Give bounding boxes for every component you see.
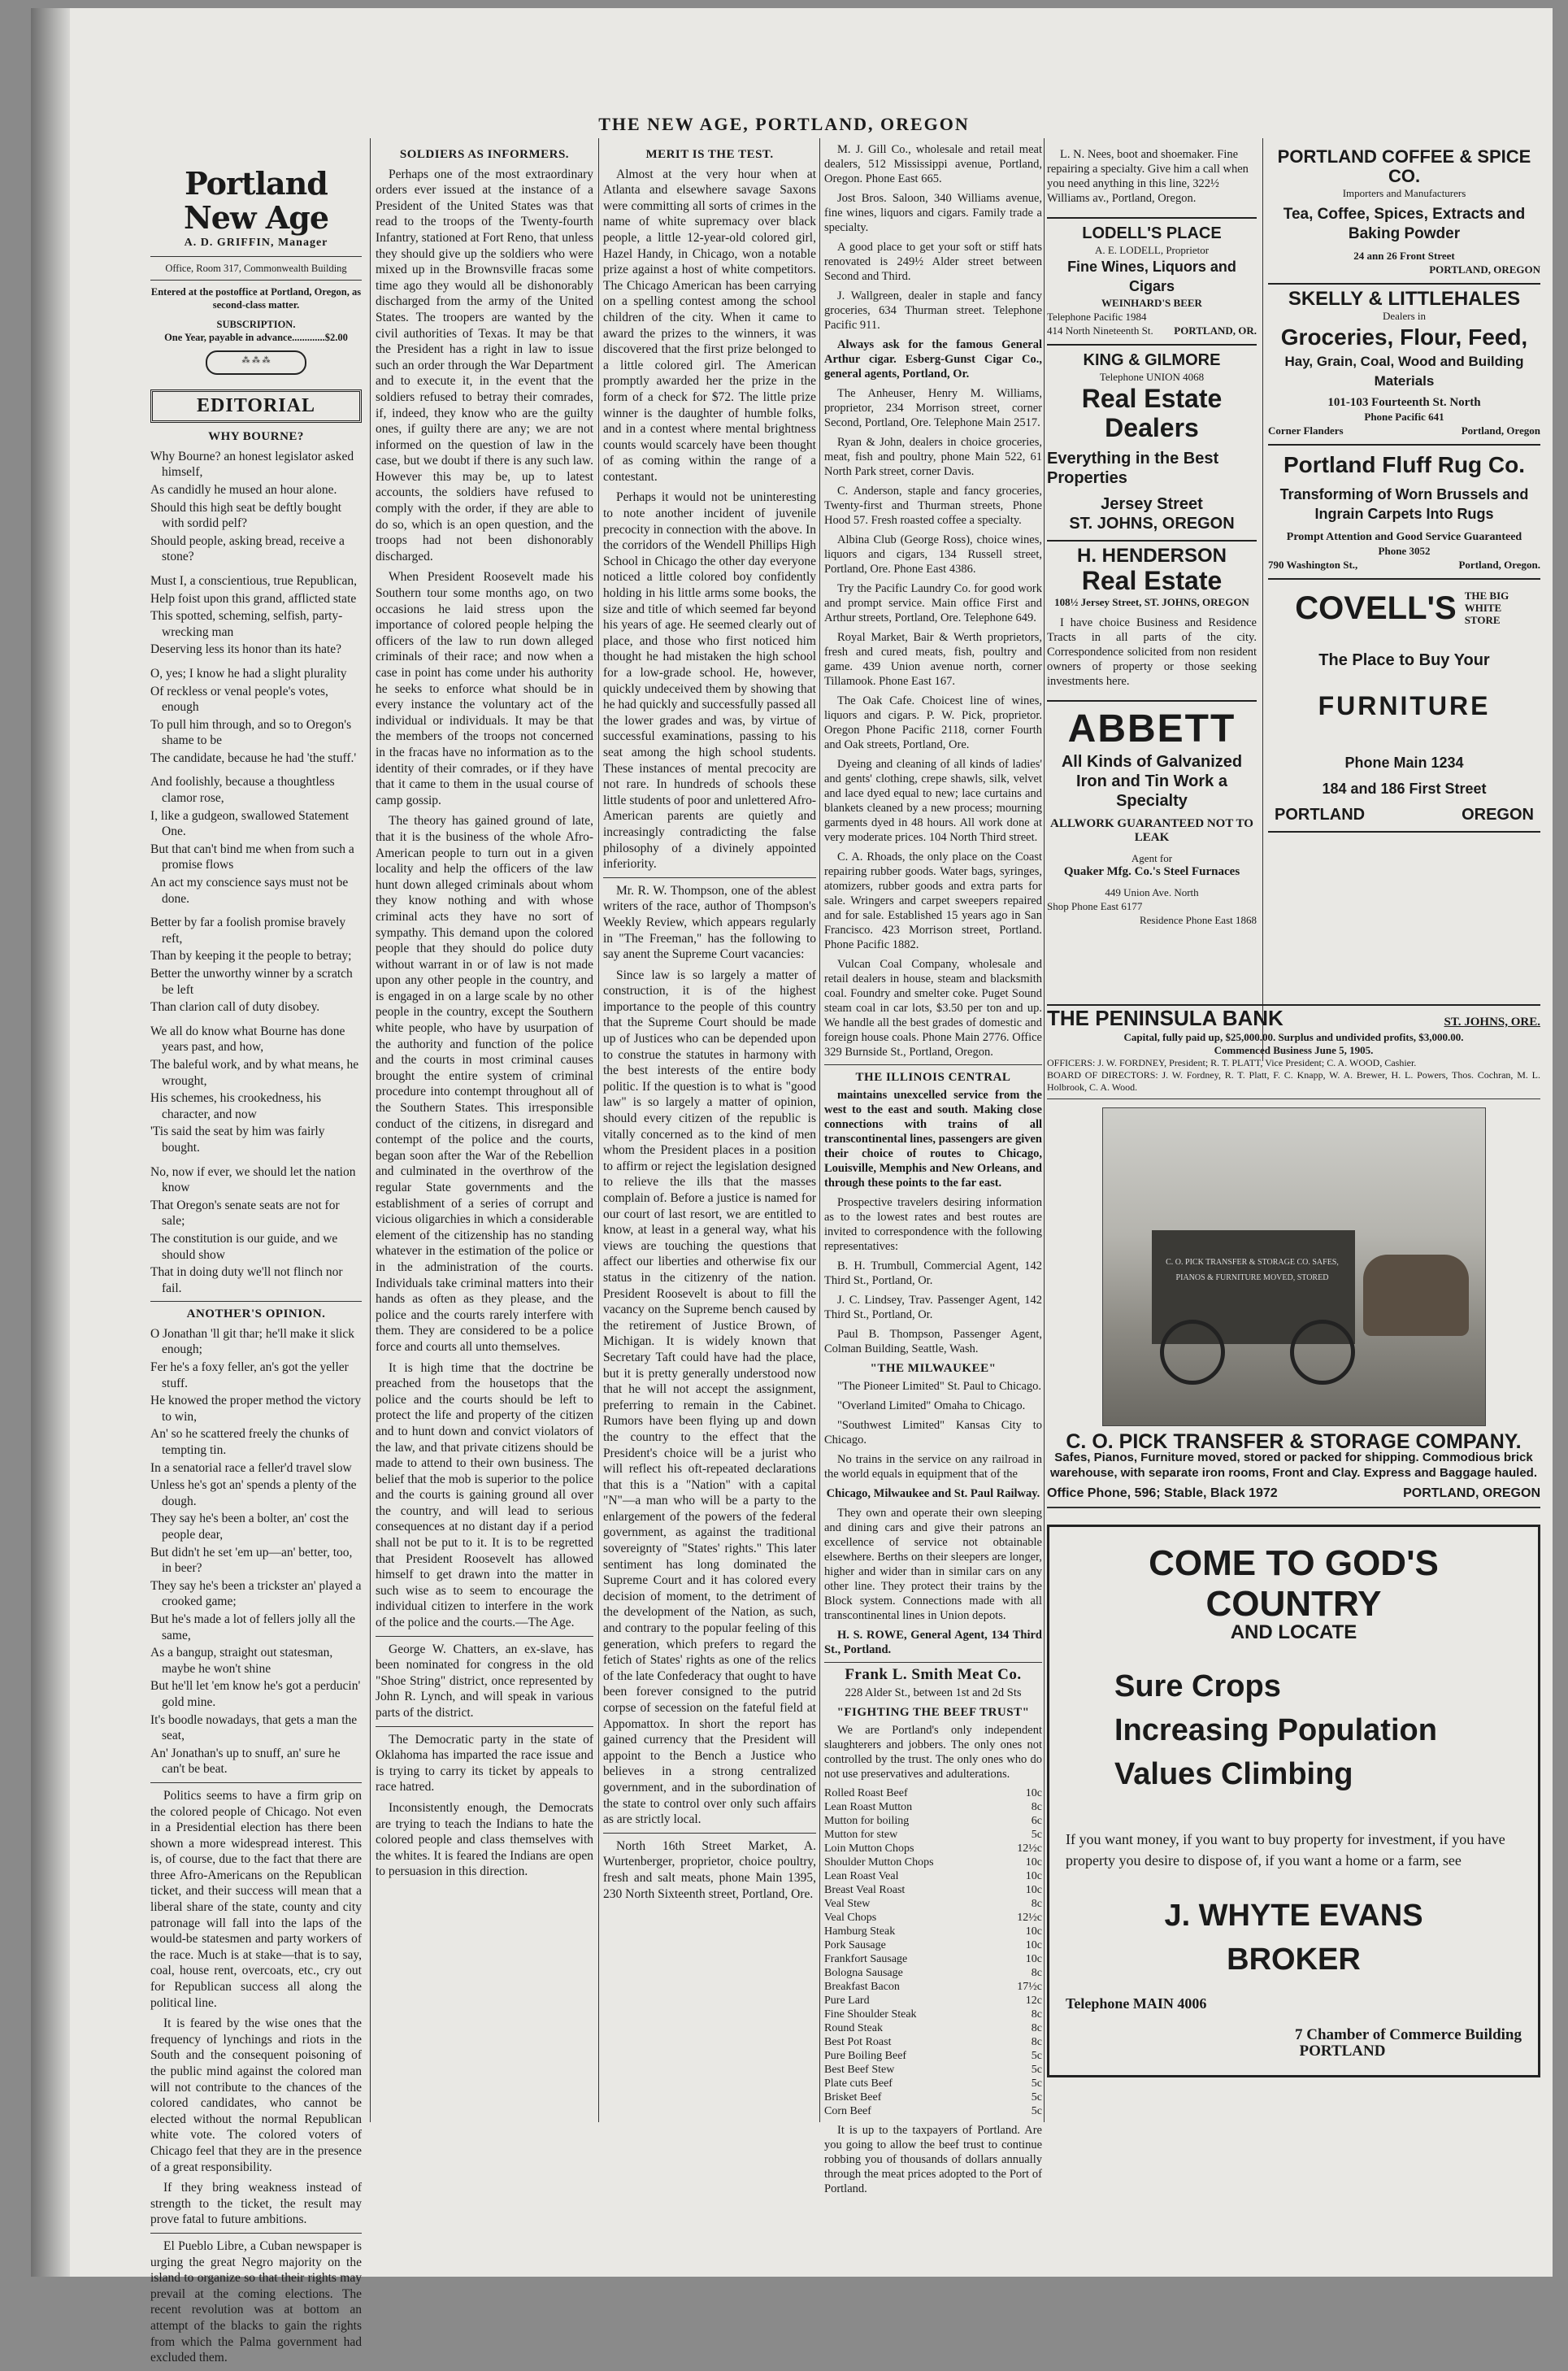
poem-line: Of reckless or venal people's votes, enough [150,684,328,715]
price-row [824,1814,1042,1828]
broker-tel: Telephone MAIN 4006 [1066,1995,1207,2012]
column-ads [1047,142,1257,933]
poem-line: His schemes, his crookedness, his character, and now [150,1091,322,1121]
column-rule [819,138,820,2122]
price-value: 5c [1031,1829,1042,1841]
poem-line: They say he's been a bolter, an' cost the people dear, [150,1512,349,1542]
price-item: Rolled Roast Beef [824,1787,908,1799]
fluff-prompt: Prompt Attention and Good Service Guaranteed [1286,531,1522,543]
column-classifieds [824,142,1042,2201]
price-item: Round Steak [824,2022,883,2034]
bank-ad [1047,1004,1540,2077]
poem-line: We all do know what Bourne has done years past, and how, [150,1024,345,1055]
broker-city: PORTLAND [1299,2042,1386,2060]
paragraph: Inconsistently enough, the Democrats are trying to teach the Indians to hate the colored people and class themselves with the whites. It is feared the Indians are open to persuasion in this direction. [376,1800,593,1879]
paragraph: Perhaps one of the most extraordinary orders ever issued at the instance of a President of the United States was that read to the troops of the Twenty-fourth Infantry, stationed at Fort Reno, that unless they should give up the soldiers who were mixed up in the Brownsville fracas some time ago they would all be dishonorably discharged from the army of the United States. The troopers are wanted by the civil authorities of Texas. It may be that the President has a right in law to issue such an order through the War Department and to execute it, in the event that the soldiers refused to betray their comrades, if, indeed, they know who are the guilty ones, if guilty there are any; we are not informed on the question of law in the case, but we doubt if there is any such law. However this may be, up to latest accounts, the soldiers have refused to comply with the order, if they are able to do so, which is an open question, and the troops had not been dishonorably discharged. [376,167,593,563]
another-opinion-heading: ANOTHER'S OPINION. [186,1307,326,1321]
column-display-ads [1268,142,1540,833]
poem-line: It's boodle nowadays, that gets a man the seat, [150,1712,358,1743]
poem-line: O, yes; I know he had a slight plurality [150,666,347,681]
price-row [824,1800,1042,1814]
gods-country-heading: COME TO GOD'S COUNTRY [1149,1542,1439,1624]
column-rule [1044,138,1045,2122]
meat-co-heading: Frank L. Smith Meat Co. [845,1666,1022,1683]
paragraph: The theory has gained ground of late, that it is the business of the whole Afro-American people to turn out in a given locality and help the officers of the law hunt down alleged criminals about whom they know nothing and with whose criminal acts they have no sort of sympathy. This demand upon the colored people that they should do police duty without warrant in or of law is not made upon any other people in the country, and is engaged in on a large scale by no other people in the country, except the Southern white people, who have by usurpation of the authority and function of the police and the courts in most criminal causes brought the entire system of criminal procedure into contempt throughout all of the Southern States. This irresponsible conduct of the citizens, in disregard and contempt of the police and the courts, began soon after the War of the Rebellion and culminated in the overthrow of the regular State governments and the establishment of a series of corrupt and vicious oligarchies in which a considerable element of the citizenship has no standing whatever in the estimation of the police or in the administration of the courts. Individuals take criminal matters into their hands as often as they please, and the police and the courts rarely interfere with them. They are considered to be a police force and courts all unto themselves. [376,814,593,1354]
transfer-wagon-photo [1102,1107,1486,1426]
abbett-quaker: Quaker Mfg. Co.'s Steel Furnaces [1063,865,1240,878]
price-item: Hamburg Steak [824,1925,896,1938]
abbett-line: All Kinds of Galvanized Iron and Tin Work a Specialty [1061,753,1243,810]
skelly-line: Hay, Grain, Coal, Wood and Building Materials [1284,354,1524,389]
paragraph: Chicago, Milwaukee and St. Paul Railway. [826,1487,1040,1500]
price-value: 10c [1025,1925,1042,1938]
price-row [824,1925,1042,1938]
broker-title: BROKER [1227,1942,1361,1977]
agent-line: H. S. ROWE, General Agent, 134 Third St., Portland. [824,1629,1042,1656]
poem-line: The constitution is our guide, and we should show [150,1231,338,1262]
paragraph: "The Pioneer Limited" St. Paul to Chicago. [837,1380,1042,1393]
price-item: Breast Veal Roast [824,1884,906,1896]
price-value: 10c [1025,1939,1042,1951]
binding-gutter [31,8,70,2277]
covell-address: 184 and 186 First Street [1322,781,1487,797]
price-row [824,1855,1042,1869]
illinois-central-heading: THE ILLINOIS CENTRAL [855,1071,1011,1084]
price-value: 10c [1025,1884,1042,1896]
price-item: Mutton for stew [824,1829,898,1841]
poem-line: Help foist upon this grand, afflicted state [150,591,357,606]
paragraph: They own and operate their own sleeping and dining cars and give their patrons an excellence of service not obtainable elsewhere. Berths on their sleepers are longer, higher and wider than in similar cars on any other line. They protect their trains by the Block system. Connections made with all transcontinental lines in Union depots. [824,1507,1042,1622]
classified: Jost Bros. Saloon, 340 Williams avenue, fine wines, liquors and cigars. Family trade a specialty. [824,192,1042,234]
classified: Royal Market, Bair & Werth proprietors, fresh and cured meats, fish, poultry and game. 439 Union avenue north, corner Tillamook. Phone East 167. [824,631,1042,688]
poem-line: The candidate, because he had 'the stuff.' [150,750,357,765]
bank-commenced: Commenced Business June 5, 1905. [1214,1043,1374,1056]
lodell-heading: LODELL'S PLACE [1082,224,1222,242]
bank-capital: Capital, fully paid up, $25,000.00. Surplus and undivided profits, $3,000.00. [1123,1030,1464,1043]
wagon-icon: C. O. PICK TRANSFER & STORAGE CO. SAFES, PIANOS & FURNITURE MOVED, STORED [1152,1230,1355,1344]
gods-country-ad [1047,1525,1540,2077]
poem-line: Better by far a foolish promise bravely reft, [150,916,346,946]
price-item: Best Pot Roast [824,2036,892,2048]
soldiers-heading: SOLDIERS AS INFORMERS. [399,148,570,161]
bank-place: ST. JOHNS, ORE. [1444,1016,1540,1029]
price-row [824,1786,1042,1800]
classified: Always ask for the famous General Arthur cigar. Esberg-Gunst Cigar Co., general agents, Portland, Or. [824,338,1042,381]
column-masthead-editorial [150,142,362,2371]
lodell-ad [1047,219,1257,346]
poem-line: I, like a gudgeon, swallowed Statement One. [150,808,350,839]
paragraph: "Southwest Limited" Kansas City to Chicago. [824,1419,1042,1447]
poem-line: That Oregon's senate seats are not for sale; [150,1198,340,1229]
classified: Vulcan Coal Company, wholesale and retail dealers in house, steam and blacksmith coal. Foundry and smelter coke. Puget Sound steam coal in car lots, $3.50 per ton and up. We handle all the best grades of domestic and foreign house coals. Phone Main 2776. Office 329 Burnside St., Portland, Oregon. [824,958,1042,1059]
fluff-line: Transforming of Worn Brussels and Ingrain Carpets Into Rugs [1279,486,1529,522]
paragraph: If they bring weakness instead of strength to the ticket, the result may prove fatal to future ambitions. [150,2181,362,2227]
fluff-heading: Portland Fluff Rug Co. [1283,452,1526,477]
price-value: 12½c [1017,1912,1042,1924]
paragraph: Politics seems to have a firm grip on the colored people of Chicago. Not even in a Presidential election has there been shown a more widespread interest. This is, of course, due to the fact that there are three Afro-Americans on the Republican ticket, and their success will mean that a liberal share of the state, county and city patronage will fall into the laps of the would-be statesmen and party workers of the race. Much is at stake—that is to say, coal, house rent, overcoats, etc., cry out for Republican success all along the political line. [150,1788,362,2010]
paragraph: El Pueblo Libre, a Cuban newspaper is urging the great Negro majority on the island to organize so that their rights may prevail at the coming elections. The recent revolution was at bottom an attempt of the blacks to gain the rights from which the Palma government had excluded them. [150,2238,362,2365]
fluff-city: Portland, Oregon. [1458,559,1540,571]
poem-line: Why Bourne? an honest legislator asked himself, [150,449,354,480]
price-row [824,1938,1042,1952]
price-value: 10c [1025,1787,1042,1799]
henderson-ad [1047,542,1257,702]
agent-line: Paul B. Thompson, Passenger Agent, Colman Building, Seattle, Wash. [824,1328,1042,1355]
fluff-phone: Phone 3052 [1378,545,1431,557]
poem-line: But he's made a lot of fellers jolly all the same, [150,1612,356,1642]
price-row [824,2090,1042,2104]
horses-icon [1363,1255,1469,1336]
paragraph: Perhaps it would not be uninteresting to note another incident of juvenile precocity in connection with the above. In the corridors of the Wendell Phillips High School in Chicago the other day everyone noticed a little colored boy confidently holding in his little arms some books, the size and title of which seemed far beyond his years of age. He seemed clearly out of place, and those who first noticed him thought he had mistaken the high school for a low-grade school. He, however, quickly undeceived them by showing that he had quickly and successfully passed all the lower grades and was, by virtue of successful examinations, passing to his seat among the high school students. These instances of mental precocity are not rare. In hundreds of schools these little students of poor and unlettered Afro-American parents are quietly and increasingly contradicting the false philosophy of a divinely appointed inferiority. [603,490,816,872]
skelly-big: Groceries, Flour, Feed, [1280,324,1528,350]
poem-line: They say he's been a trickster an' played a crooked game; [150,1578,362,1609]
bank-directors: BOARD OF DIRECTORS: J. W. Fordney, R. T. Platt, F. C. Knapp, W. A. Brewer, H. L. Powers, Thos. Cochran, M. L. Holbrook, C. A. Wood. [1047,1068,1540,1093]
price-item: Lean Roast Veal [824,1870,899,1882]
union-label-icon: ⁂ ⁂ ⁂ [206,350,306,375]
poem-line: O Jonathan 'll git thar; he'll make it slick enough; [150,1326,354,1357]
poem-line: This spotted, scheming, selfish, party-wrecking man [150,609,343,639]
price-value: 5c [1031,2064,1042,2076]
paragraph: It is feared by the wise ones that the frequency of lynchings and riots in the South and the consequent poisoning of the public mind against the colored man will not contribute to the chances of the colored candidates, who cannot be elected without the normal Republican white vote. The colored voters of Chicago feel that they are in the presence of a great responsibility. [150,2016,362,2174]
price-row [824,1952,1042,1966]
poem-line: As candidly he mused an hour alone. [150,482,337,497]
poem-line: Better the unworthy winner by a scratch be left [150,967,353,997]
poem-line: Should people, asking bread, receive a stone? [150,533,345,564]
paragraph: It is high time that the doctrine be preached from the housetops that the police and the courts should be left to protect the life and property of the citizen and to hunt down and convict violators of the law, and that private citizens should be made to attend to their own business. The belief that the mob is superior to the police and the courts is gaining ground all over the country, and will lead to serious consequences at no distant day if a period shall not be put to it. It is to be regretted that President Roosevelt has allowed himself to get drawn into the matter in such wise as to seem to encourage the individual citizen to interfere in the work of the police and the courts.—The Age. [376,1360,593,1630]
paragraph: We are Portland's only independent slaughterers and jobbers. The only ones not controlled by the trust. The only ones who do not use preservatives and adulterations. [824,1724,1042,1781]
price-item: Brisket Beef [824,2091,882,2103]
lodell-beer: WEINHARD'S BEER [1101,297,1202,309]
paragraph: It is up to the taxpayers of Portland. Are you going to allow the beef trust to continue robbing you of thousands of dollars annually through the meat prices adopted to the Port of Portland. [824,2124,1042,2195]
pick-line: Safes, Pianos, Furniture moved, stored or packed for shipping. Commodious brick warehouse, with separate iron rooms, Front and Clay. Express and Baggage hauled. [1049,1451,1538,1481]
column-soldiers [376,142,593,1885]
kg-tel: Telephone UNION 4068 [1099,371,1205,383]
classified: Try the Pacific Laundry Co. for good work and prompt service. Main office First and Arthur streets, Portland, Ore. Telephone 649. [824,582,1042,624]
skelly-ad [1268,285,1540,446]
abbett-heading: ABBETT [1067,707,1236,750]
classified: Ryan & John, dealers in choice groceries, meat, fish and poultry, phone Main 522, 61 North Park street, corner Davis. [824,436,1042,478]
wheel-icon [1160,1320,1225,1385]
price-value: 8c [1031,1967,1042,1979]
coffee-sub: Importers and Manufacturers [1342,187,1466,199]
poem-line: An' Jonathan's up to snuff, an' sure he can't be beat. [150,1746,341,1777]
paragraph: Since law is so largely a matter of construction, it is of the highest importance to the people of this country that the Supreme Court should be made up of Justices who can be depended upon to construe the statutes in harmony with the best interests of the entire body politic. If the question is to what is "good law" is so largely a matter of opinion, should every citizen of the republic is vitally concerned as to the kind of men whom the President places in a position to affirm or reject the legislation designed to relieve the ills that the masses complain of. Before a justice is named for our court of last resort, we are entitled to know, at least in a general way, what his views are touching the questions that affect our liberties and otherwise fix our status in the citizenry of the nation. President Roosevelt is about to fill the vacancy on the Supreme bench caused by the retirement of Justice Brown, of Michigan. It is widely known that Secretary Taft could have had the place, but it is pretty generally understood now that he will not accept the assignment, preferring to remain in the Cabinet. Rumors have been flying up and down the country to the effect that the President's choice will be a jurist who will reflect his oft-repeated declarations that this is a "Nation" with a capital "N"—a man who will be a party to the enlargement of the powers of the federal government, as against the traditional sovereignty of "States' rights." This later sentiment has long dominated the Supreme Court and it has colored every decision of moment, to the detriment of the development of the Nation, as such, and contrary to the popular feeling of this generation, which prefers to regard the fetich of States' rights as one of the relics of the late Confederacy that ought to have been forever consigned to the putrid corpse of secession on the fateful field at Appomattox. In short the report has gained currency that the President will appoint to the Bench a Justice who believes in a strong centralized government, and in the subordination of the state to control over only such affairs as are strictly local. [603,968,816,1827]
paragraph: Almost at the very hour when at Atlanta and elsewhere savage Saxons were committing all sorts of crimes in the name of white supremacy over black people, a little 12-year-old colored girl, Hazel Handy, in Chicago, won a notable prize against a host of white competitors. The Chicago American has been carrying on a spelling contest among the school children of the city. When it came to award the prizes to the winners, it was discovered that the first prize belonged to a little colored girl. The American promptly awarded her the prize in the form of a check for $72. The little prize winner is the daughter of humble folks, and in a contest where mental brightness counts would scarcely have been thought of as coming within the range of a contestant. [603,167,816,484]
column-rule [370,138,371,2122]
bank-officers: OFFICERS: J. W. FORDNEY, President; R. T. PLATT, Vice President; C. A. WOOD, Cashier. [1047,1056,1417,1068]
paragraph: maintains unexcelled service from the west to the east and south. Making close connections with trains of all transcontinental lines, passengers are given their choice of routes to Chicago, Louisville, Memphis and New Orleans, and through these points to the far east. [824,1089,1042,1190]
poem-line: Deserving less its honor than its hate? [150,642,342,657]
poem-line: Should this high seat be deftly bought with sordid pelf? [150,500,342,531]
paragraph: "Overland Limited" Omaha to Chicago. [837,1399,1026,1412]
price-row [824,2049,1042,2063]
price-value: 8c [1031,2036,1042,2048]
poem-line: But didn't he set 'em up—an' better, too, in beer? [150,1545,353,1576]
poem-line: The baleful work, and by what means, he wrought, [150,1057,359,1088]
skelly-heading: SKELLY & LITTLEHALES [1288,288,1521,310]
price-row [824,1994,1042,2008]
price-row [824,1980,1042,1994]
coffee-heading: PORTLAND COFFEE & SPICE CO. [1277,146,1531,186]
price-value: 8c [1031,1801,1042,1813]
abbett-address: 449 Union Ave. North [1105,886,1199,898]
classified: The Oak Cafe. Choicest line of wines, liquors and cigars. P. W. Pick, proprietor. Oregon Phone Pacific 2118, corner Fourth and Oak streets, Portland, Ore. [824,694,1042,751]
poem-line: And foolishly, because a thoughtless clamor rose, [150,775,335,806]
covell-side: THE BIG WHITE STORE [1464,589,1509,626]
kg-big: Real Estate Dealers [1081,384,1223,442]
price-item: Bologna Sausage [824,1967,903,1979]
price-row [824,2104,1042,2118]
classified: Dyeing and cleaning of all kinds of ladies' and gents' clothing, crepe shawls, silk, velvet and lace dyed equal to new; lace curtains and blankets cleaned by a new process; mourning garments dyed in 48 hours. All work done at very moderate prices. 104 North Third street. [824,758,1042,844]
abbett-guarantee: ALLWORK GUARANTEED NOT TO LEAK [1050,817,1253,844]
poem-line: No, now if ever, we should let the nation know [150,1164,356,1195]
subscription-rate: One Year, payable in advance.............$2.00 [164,331,348,343]
price-value: 10c [1025,1856,1042,1869]
skelly-address: 101-103 Fourteenth St. North [1327,396,1481,409]
price-item: Frankfort Sausage [824,1953,908,1965]
price-row [824,1842,1042,1855]
price-item: Veal Stew [824,1898,871,1910]
price-row [824,2063,1042,2077]
paragraph: The Democratic party in the state of Oklahoma has imparted the race issue and is trying to carry its ticket by appeals to race hatred. [376,1732,593,1795]
poem-line: Than by keeping it the people to betray; [150,949,352,964]
kg-street: Jersey Street [1101,495,1203,513]
coffee-city: PORTLAND, OREGON [1429,263,1540,276]
price-row [824,1869,1042,1883]
meat-address: 228 Alder St., between 1st and 2d Sts [845,1686,1022,1699]
classified: A good place to get your soft or stiff hats renovated is 249½ Alder street between Second and Third. [824,241,1042,283]
poem-line: To pull him through, and so to Oregon's shame to be [150,717,352,748]
gods-country-line: Increasing Population [1114,1713,1437,1748]
column-rule [1262,138,1263,1061]
hh-address: 108½ Jersey Street, ST. JOHNS, OREGON [1054,596,1249,608]
lodell-city: PORTLAND, OR. [1174,324,1257,337]
paragraph: Mr. R. W. Thompson, one of the ablest writers of the race, author of Thompson's Weekly Review, which appears regularly in "The Freeman," has the following to say anent the Supreme Court vacancies: [603,883,816,962]
covell-city: PORTLAND [1275,806,1366,824]
paragraph: George W. Chatters, an ex-slave, has been nominated for congress in the old "Shoe String" district, once represented by John R. Lynch, and will speak in various parts of the district. [376,1642,593,1720]
covell-state: OREGON [1462,806,1534,824]
skelly-sub: Dealers in [1382,310,1427,322]
lodell-tel: Telephone Pacific 1984 [1047,311,1147,323]
price-item: Breakfast Bacon [824,1981,900,1993]
classified: M. J. Gill Co., wholesale and retail meat dealers, 512 Mississippi avenue, Portland, Oregon. Phone East 665. [824,143,1042,185]
fluff-rug-ad [1268,446,1540,580]
classified: L. N. Nees, boot and shoemaker. Fine repairing a specialty. Give him a call when you need anything in this line, 322½ Williams av., Portland, Oregon. [1047,148,1249,205]
price-row [824,1911,1042,1925]
paragraph: When President Roosevelt made his Southern tour some months ago, on two occasions he laid stress upon the importance of colored people helping the officers of the law to run down alleged criminals of their race; and now when a case in point has come under his authority he seeks to enforce what should be in every instance the voluntary act of the individual or individuals. It may be that the members of the troops not concerned in the fracas have no information as to the identity of their comrades, or if they have that it came to them in the usual course of camp gossip. [376,570,593,807]
poem-line: An' so he scattered freely the chunks of tempting tin. [150,1427,350,1458]
price-item: Best Beef Stew [824,2064,895,2076]
price-value: 6c [1031,1815,1042,1827]
paragraph: No trains in the service on any railroad in the world equals in equipment that of the [824,1453,1042,1481]
price-value: 5c [1031,2091,1042,2103]
paragraph: Prospective travelers desiring information as to the lowest rates and best routes are invited to correspondence with the following representatives: [824,1196,1042,1253]
price-row [824,1828,1042,1842]
price-row [824,1883,1042,1897]
classified: C. Anderson, staple and fancy groceries, Twenty-first and Thurman streets, Phone Hood 57. Fresh roasted coffee a specialty. [824,485,1042,527]
poem-line: But that can't bind me when from such a promise flows [150,842,354,872]
price-value: 5c [1031,2050,1042,2062]
price-item: Corn Beef [824,2105,871,2117]
price-item: Pure Lard [824,1995,870,2007]
broker-name: J. WHYTE EVANS [1164,1899,1423,1934]
poem-line: As a bangup, straight out statesman, maybe he won't shine [150,1646,333,1676]
price-value: 5c [1031,2077,1042,2090]
pick-office: Office Phone, 596; Stable, Black 1972 [1047,1486,1278,1501]
price-item: Shoulder Mutton Chops [824,1856,934,1869]
hh-paragraph: I have choice Business and Residence Tracts in all parts of the city. Correspondence solicited from non resident owners of property or those seeking investments here. [1047,616,1257,688]
hh-heading: H. HENDERSON [1076,545,1227,567]
price-value: 17½c [1017,1981,1042,1993]
editorial-heading: EDITORIAL [150,389,362,424]
price-row [824,1966,1042,1980]
price-row [824,2008,1042,2021]
price-value: 8c [1031,1898,1042,1910]
classified: J. Wallgreen, dealer in staple and fancy groceries, 634 Thurman street. Telephone Pacific 911. [824,289,1042,332]
covell-ad [1268,580,1540,833]
abbett-shop-phone: Shop Phone East 6177 [1047,900,1143,912]
price-value: 5c [1031,2105,1042,2117]
gods-country-line: Sure Crops [1114,1669,1281,1704]
coffee-address: 24 ann 26 Front Street [1353,250,1455,262]
price-value: 8c [1031,2022,1042,2034]
wheel-icon [1290,1320,1355,1385]
price-row [824,1897,1042,1911]
office-line: Office, Room 317, Commonwealth Building [165,262,347,274]
price-value: 12c [1025,1995,1042,2007]
why-bourne-poem [150,449,362,1297]
covell-phone: Phone Main 1234 [1344,755,1464,771]
poem-line: Fer he's a foxy feller, an's got the yeller stuff. [150,1360,349,1390]
price-row [824,2035,1042,2049]
masthead: Portland New Age [183,165,329,236]
broker-address: 7 Chamber of Commerce Building [1294,2025,1522,2043]
page-header: THE NEW AGE, PORTLAND, OREGON [598,114,970,134]
lodell-address: 414 North Nineteenth St. [1047,324,1153,337]
meat-price-list [824,1786,1042,2118]
price-row [824,2077,1042,2090]
coffee-ad [1268,142,1540,285]
price-value: 8c [1031,2008,1042,2021]
king-gilmore-ad [1047,346,1257,542]
poem-line: 'Tis said the seat by him was fairly bought. [150,1125,325,1155]
price-item: Veal Chops [824,1912,877,1924]
milwaukee-heading: "THE MILWAUKEE" [870,1362,997,1375]
subscription-label: SUBSCRIPTION. [216,318,296,330]
covell-line: The Place to Buy Your [1318,651,1490,669]
pick-heading: C. O. PICK TRANSFER & STORAGE COMPANY. [1066,1429,1522,1453]
classified: C. A. Rhoads, the only place on the Coast repairing rubber goods. Water bags, syringes, atomizers, rubber goods and extra parts for sale. Wringers and carpet sweepers repaired and for sale. Established 15 years ago in San Francisco. 423 Morrison street, Portland. Phone Pacific 1882. [824,851,1042,951]
kg-heading: KING & GILMORE [1083,351,1221,369]
agent-line: B. H. Trumbull, Commercial Agent, 142 Third St., Portland, Or. [824,1259,1042,1287]
kg-city: ST. JOHNS, OREGON [1069,515,1235,533]
price-row [824,2021,1042,2035]
entered-line: Entered at the postoffice at Portland, Oregon, as second-class matter. [150,285,362,311]
gods-country-paragraph: If you want money, if you want to buy property for investment, if you have property you desire to dispose of, if you want a home or a farm, see [1066,1831,1505,1869]
classified: Albina Club (George Ross), choice wines, liquors and cigars, 134 Russell street, Portland, Ore. Phone East 4386. [824,533,1042,576]
abbett-residence-phone: Residence Phone East 1868 [1139,914,1257,926]
agent-line: J. C. Lindsey, Trav. Passenger Agent, 142 Third St., Portland, Or. [824,1294,1042,1321]
manager-line: A. D. GRIFFIN, Manager [184,237,328,249]
price-item: Plate cuts Beef [824,2077,893,2090]
poem-line: An act my conscience says must not be done. [150,876,349,906]
poem-line: Must I, a conscientious, true Republican, [150,573,357,588]
poem-line: That in doing duty we'll not flinch nor fail. [150,1265,343,1295]
abbett-ad [1047,702,1257,933]
column-rule [598,138,599,2122]
poem-line: Than clarion call of duty disobey. [150,1000,320,1015]
price-item: Mutton for boiling [824,1815,910,1827]
price-item: Fine Shoulder Steak [824,2008,917,2021]
poem-line: He knowed the proper method the victory to win, [150,1394,362,1424]
skelly-corner: Corner Flanders [1268,424,1344,437]
lodell-proprietor: A. E. LODELL, Proprietor [1094,244,1210,256]
price-item: Loin Mutton Chops [824,1842,914,1855]
poem-line: Unless he's got an' spends a plenty of the dough. [150,1478,357,1508]
poem-line: But he'll let 'em know he's got a perducin' gold mine. [150,1679,361,1709]
kg-mid: Everything in the Best Properties [1047,450,1219,487]
skelly-city: Portland, Oregon [1461,424,1540,437]
abbett-agent: Agent for [1131,852,1173,864]
meat-slogan: "FIGHTING THE BEEF TRUST" [836,1706,1030,1719]
price-item: Lean Roast Mutton [824,1801,913,1813]
bank-heading: THE PENINSULA BANK [1047,1006,1284,1030]
price-value: 12½c [1017,1842,1042,1855]
skelly-phone: Phone Pacific 641 [1364,411,1444,423]
poem-line: In a senatorial race a feller'd travel slow [150,1460,352,1475]
fluff-address: 790 Washington St., [1268,559,1358,571]
price-item: Pork Sausage [824,1939,886,1951]
covell-heading: COVELL'S [1295,589,1457,626]
pick-city: PORTLAND, OREGON [1403,1486,1540,1501]
gods-country-line: Values Climbing [1114,1757,1353,1792]
hh-big: Real Estate [1081,566,1223,595]
coffee-line: Tea, Coffee, Spices, Extracts and Baking Powder [1283,206,1526,242]
column-merit [603,142,816,1907]
price-item: Pure Boiling Beef [824,2050,907,2062]
paragraph: North 16th Street Market, A. Wurtenberger, proprietor, choice poultry, fresh and salt meats, phone Main 1395, 230 North Sixteenth street, Portland, Ore. [603,1838,816,1901]
gods-country-sub: AND LOCATE [1230,1621,1357,1643]
why-bourne-heading: WHY BOURNE? [208,430,304,444]
price-value: 10c [1025,1953,1042,1965]
price-value: 10c [1025,1870,1042,1882]
another-opinion-poem [150,1326,362,1777]
lodell-line: Fine Wines, Liquors and Cigars [1067,259,1236,294]
classified: The Anheuser, Henry M. Williams, proprietor, 234 Morrison street, corner Second, Portland, Ore. Telephone Main 2517. [824,387,1042,429]
covell-big: FURNITURE [1318,691,1491,720]
merit-heading: MERIT IS THE TEST. [645,148,774,161]
